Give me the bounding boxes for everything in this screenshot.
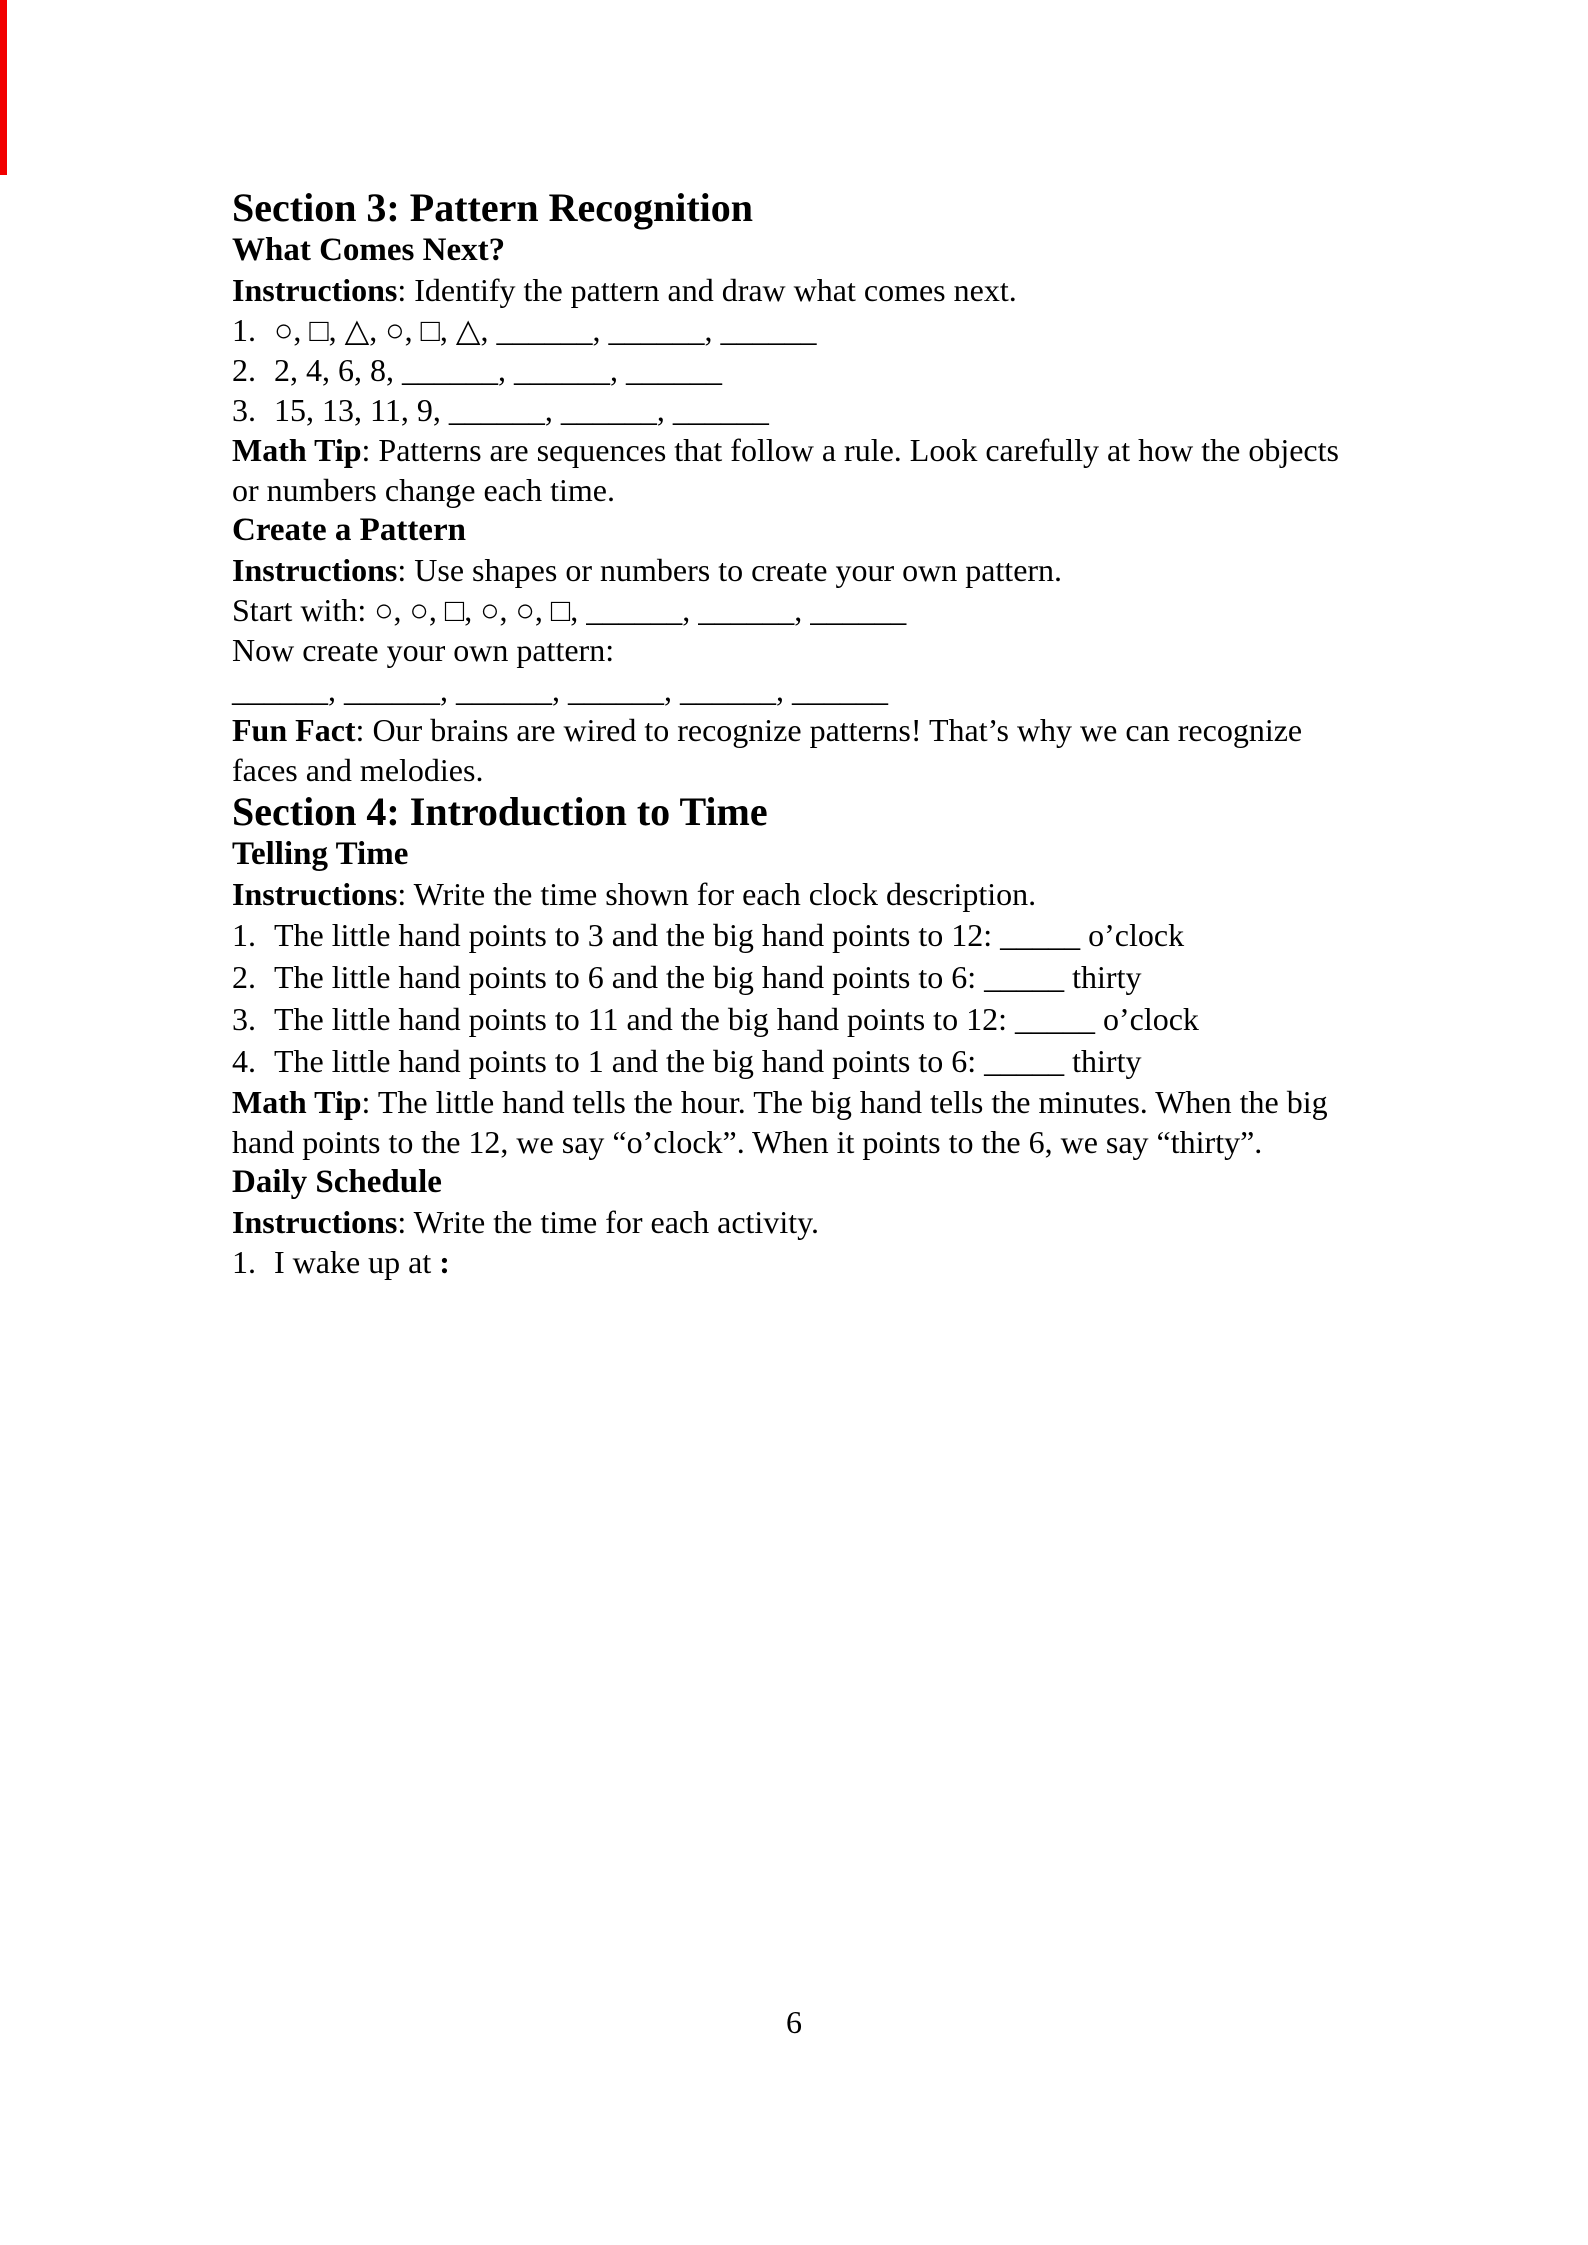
- instructions-text: : Identify the pattern and draw what comes next.: [397, 272, 1017, 308]
- wake-up-item: [232, 1242, 1372, 1282]
- clock-description-list: [232, 914, 1372, 1082]
- pattern-sequence-list: [232, 310, 1372, 430]
- daily-schedule-list: [232, 1242, 1372, 1282]
- item-text: 15, 13, 11, 9, ______, ______, ______: [274, 392, 769, 428]
- math-tip-text: : The little hand tells the hour. The big hand tells the minutes. When the big hand points to the 12, we say “o’clock”. When it points to the 6, we say “thirty”.: [232, 1084, 1328, 1160]
- item-text: The little hand points to 1 and the big hand points to 6: _____ thirty: [274, 1043, 1142, 1079]
- list-item: [232, 350, 1372, 390]
- list-item: [232, 390, 1372, 430]
- item-number: 4.: [232, 1043, 256, 1079]
- fun-fact-text: : Our brains are wired to recognize patterns! That’s why we can recognize faces and melodies.: [232, 712, 1303, 788]
- math-tip-text: : Patterns are sequences that follow a rule. Look carefully at how the objects or numbers change each time.: [232, 432, 1339, 508]
- now-create-line: Now create your own pattern:: [232, 632, 615, 668]
- section3-heading: Section 3: Pattern Recognition: [232, 185, 754, 230]
- item-text: The little hand points to 11 and the big hand points to 12: _____ o’clock: [274, 1001, 1199, 1037]
- page-number: 6: [786, 2004, 802, 2040]
- telling-time-heading: Telling Time: [232, 836, 409, 872]
- start-with-line: Start with: ○, ○, □, ○, ○, □, ______, ______, ______: [232, 592, 907, 628]
- list-item: [232, 998, 1372, 1040]
- item-text: 2, 4, 6, 8, ______, ______, ______: [274, 352, 722, 388]
- what-comes-next-heading: What Comes Next?: [232, 232, 506, 268]
- math-tip-patterns: [232, 430, 1372, 510]
- math-tip-label: Math Tip: [232, 432, 362, 468]
- math-tip-time: [232, 1082, 1372, 1162]
- item-text: [274, 1242, 1372, 1282]
- item-text: ○, □, △, ○, □, △, ______, ______, ______: [274, 312, 817, 348]
- item-number: 1.: [232, 917, 256, 953]
- instructions-daily-schedule: [232, 1202, 1372, 1242]
- item-text: The little hand points to 3 and the big hand points to 12: _____ o’clock: [274, 917, 1185, 953]
- list-item: [232, 956, 1372, 998]
- list-item: [232, 914, 1372, 956]
- item-number: 3.: [232, 392, 256, 428]
- instructions-text: : Write the time shown for each clock description.: [397, 876, 1037, 912]
- instructions-label: Instructions: [232, 272, 398, 308]
- instructions-text: : Write the time for each activity.: [397, 1204, 820, 1240]
- fun-fact: [232, 710, 1372, 790]
- list-item: [232, 1040, 1372, 1082]
- item-number: 1.: [232, 1244, 256, 1280]
- item-number: 3.: [232, 1001, 256, 1037]
- item-number: 2.: [232, 352, 256, 388]
- left-edge-red-stripe: [0, 0, 7, 175]
- instructions-create-pattern: [232, 550, 1372, 590]
- item-number: 1.: [232, 312, 256, 348]
- instructions-text: : Use shapes or numbers to create your own pattern.: [397, 552, 1063, 588]
- list-item: [232, 310, 1372, 350]
- instructions-label: Instructions: [232, 876, 398, 912]
- math-tip-label: Math Tip: [232, 1084, 362, 1120]
- blank-pattern-row: ______, ______, ______, ______, ______, ______: [232, 672, 888, 708]
- instructions-pattern-identify: [232, 270, 1372, 310]
- instructions-telling-time: [232, 874, 1372, 914]
- fun-fact-label: Fun Fact: [232, 712, 356, 748]
- daily-schedule-heading: Daily Schedule: [232, 1164, 442, 1200]
- create-a-pattern-heading: Create a Pattern: [232, 512, 466, 548]
- document-content: [232, 0, 1372, 1282]
- item-number: 2.: [232, 959, 256, 995]
- item-text: The little hand points to 6 and the big hand points to 6: _____ thirty: [274, 959, 1142, 995]
- instructions-label: Instructions: [232, 552, 398, 588]
- instructions-label: Instructions: [232, 1204, 398, 1240]
- section4-heading: Section 4: Introduction to Time: [232, 789, 768, 834]
- wake-up-colon: :: [439, 1244, 450, 1280]
- wake-up-text: I wake up at: [274, 1244, 440, 1280]
